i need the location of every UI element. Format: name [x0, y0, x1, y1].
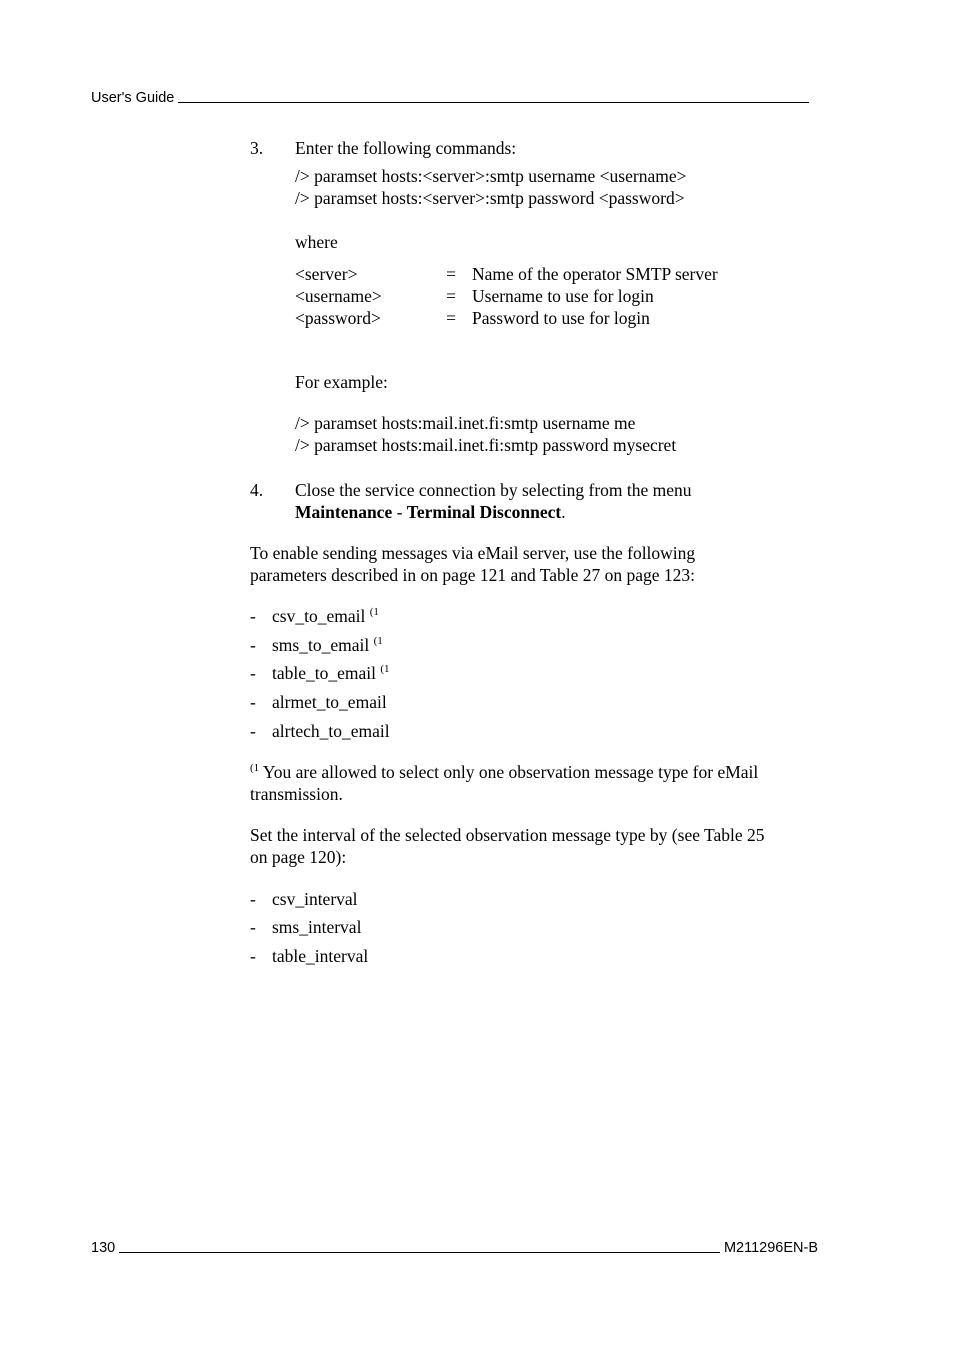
definition-term: <server>	[295, 264, 358, 284]
interval-intro-line: Set the interval of the selected observation message type by (see Table 25	[250, 825, 765, 845]
doc-code: M211296EN-B	[723, 1240, 818, 1256]
menu-end: .	[561, 502, 566, 522]
command-line: /> paramset hosts:<server>:smtp password <password>	[295, 188, 685, 208]
menu-terminal-disconnect: Terminal Disconnect	[406, 502, 562, 522]
definition-term: <password>	[295, 308, 381, 328]
list-item: sms_interval	[272, 917, 362, 937]
list-item: table_interval	[272, 946, 369, 966]
step-4-menu-path	[295, 501, 566, 523]
list-bullet: -	[250, 606, 256, 626]
definition-desc: Password to use for login	[472, 308, 650, 328]
param-name: csv_to_email	[272, 606, 366, 626]
definition-desc: Name of the operator SMTP server	[472, 264, 718, 284]
definition-desc: Username to use for login	[472, 286, 654, 306]
footnote-mark: (1	[380, 663, 390, 675]
list-item	[272, 605, 379, 630]
page-header	[91, 89, 813, 106]
email-intro-line: To enable sending messages via eMail server, use the following	[250, 543, 696, 563]
param-name: table_to_email	[272, 663, 376, 683]
step-3-number: 3.	[250, 138, 264, 158]
list-bullet: -	[250, 889, 256, 909]
page-footer	[91, 1239, 818, 1256]
menu-maintenance: Maintenance	[295, 502, 393, 522]
command-line: /> paramset hosts:<server>:smtp username <username>	[295, 166, 687, 186]
definition-equals: =	[446, 264, 456, 284]
footnote-mark: (1	[250, 762, 260, 774]
example-label: For example:	[295, 372, 388, 392]
menu-separator: -	[392, 502, 407, 522]
header-rule	[178, 90, 809, 103]
footer-rule	[119, 1240, 720, 1253]
list-bullet: -	[250, 635, 256, 655]
example-line: /> paramset hosts:mail.inet.fi:smtp password mysecret	[295, 435, 677, 455]
list-item	[272, 720, 390, 742]
list-item	[272, 691, 387, 713]
example-line: /> paramset hosts:mail.inet.fi:smtp username me	[295, 413, 636, 433]
param-name: alrmet_to_email	[272, 692, 387, 712]
definition-equals: =	[446, 308, 456, 328]
step-4-number: 4.	[250, 480, 264, 500]
email-intro-line: parameters described in on page 121 and Table 27 on page 123:	[250, 565, 696, 585]
param-name: alrtech_to_email	[272, 721, 390, 741]
definition-term: <username>	[295, 286, 382, 306]
page-number: 130	[91, 1240, 116, 1256]
step-3-intro: Enter the following commands:	[295, 138, 517, 158]
definition-equals: =	[446, 286, 456, 306]
footnote-text: You are allowed to select only one observation message type for eMail	[259, 762, 759, 782]
list-item: csv_interval	[272, 889, 358, 909]
footnote-mark: (1	[369, 606, 379, 618]
footnote-text: transmission.	[250, 784, 343, 804]
header-title: User's Guide	[91, 90, 175, 106]
footnote-mark: (1	[373, 635, 383, 647]
list-item	[272, 634, 383, 659]
list-bullet: -	[250, 663, 256, 683]
list-bullet: -	[250, 917, 256, 937]
list-bullet: -	[250, 946, 256, 966]
list-bullet: -	[250, 721, 256, 741]
where-label: where	[295, 232, 338, 252]
interval-intro-line: on page 120):	[250, 847, 347, 867]
list-item	[272, 662, 390, 687]
list-bullet: -	[250, 692, 256, 712]
step-4-line: Close the service connection by selecting from the menu	[295, 480, 692, 500]
param-name: sms_to_email	[272, 635, 370, 655]
